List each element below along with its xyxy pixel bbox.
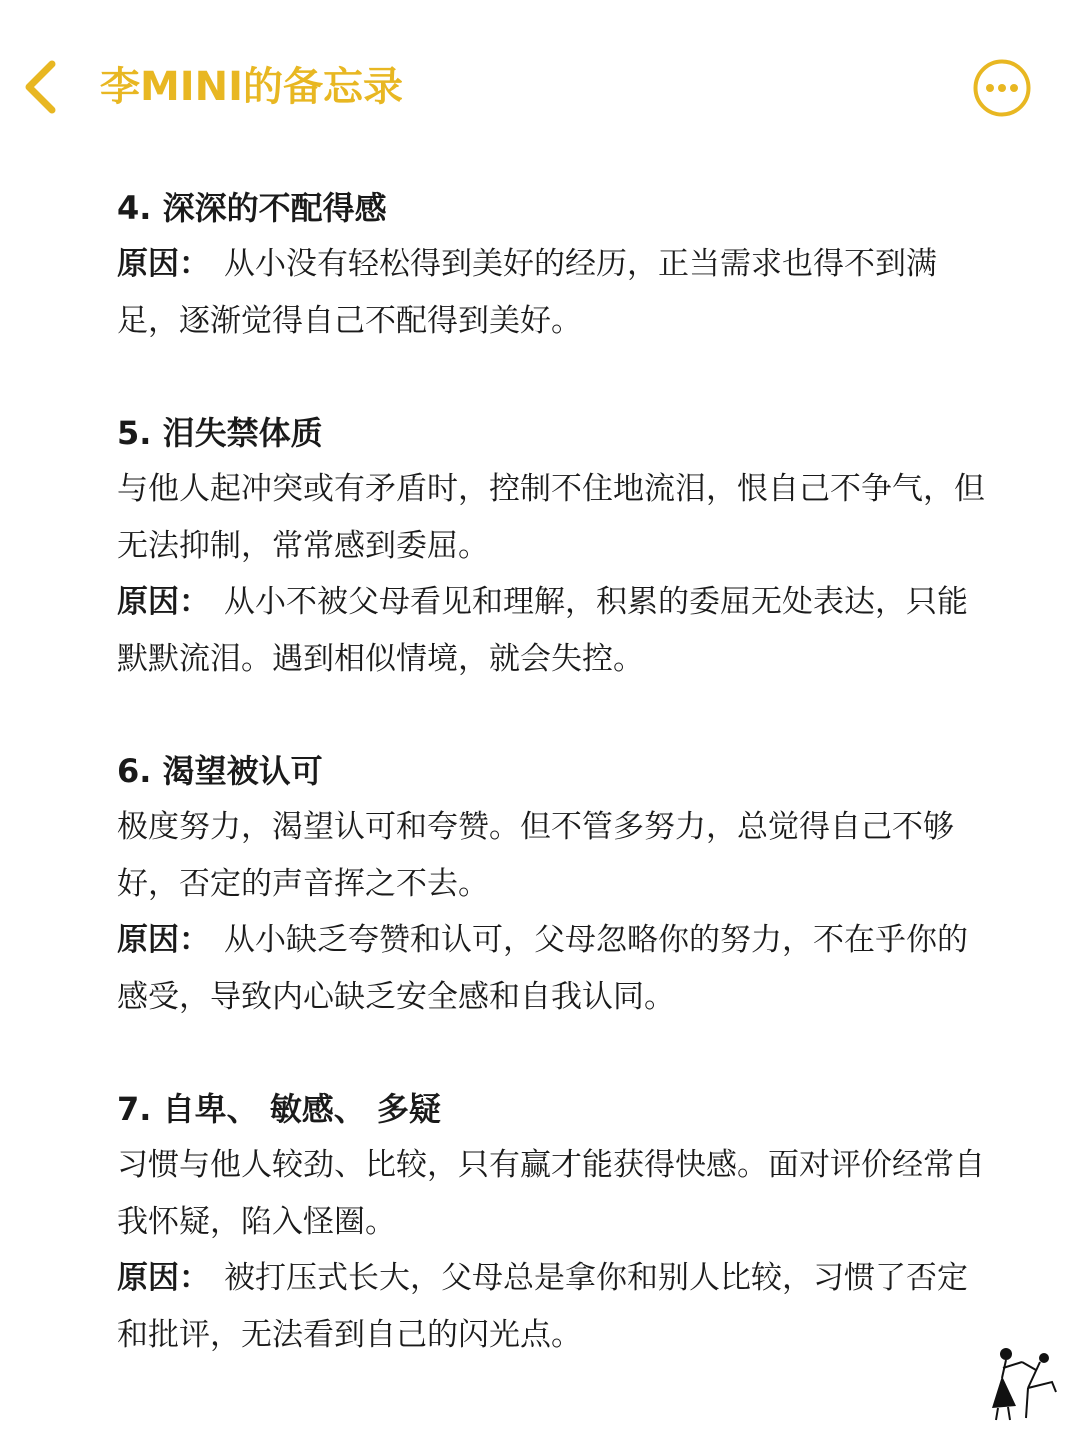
reason-paragraph [117, 1250, 997, 1363]
note-section-5 [117, 405, 997, 687]
section-title: 4. 深深的不配得感 [117, 189, 387, 227]
reason-label: 原因： [117, 1260, 210, 1296]
reason-text: 从小不被父母看见和理解，积累的委屈无处表达，只能默默流泪。遇到相似情境，就会失控。 [117, 584, 968, 677]
page-title: 李MINI的备忘录 [100, 64, 404, 110]
back-button[interactable] [18, 56, 68, 118]
reason-text: 被打压式长大，父母总是拿你和别人比较，习惯了否定和批评，无法看到自己的闪光点。 [117, 1260, 968, 1353]
reason-paragraph [117, 574, 997, 687]
section-description: 极度努力，渴望认可和夸赞。但不管多努力，总觉得自己不够好，否定的声音挥之不去。 [117, 809, 954, 902]
note-section-6 [117, 743, 997, 1025]
reason-label: 原因： [117, 922, 210, 958]
ellipsis-circle-icon [972, 58, 1032, 118]
chevron-left-icon [18, 56, 68, 118]
section-title: 6. 渴望被认可 [117, 752, 323, 790]
reason-label: 原因： [117, 246, 210, 282]
reason-paragraph [117, 912, 997, 1025]
note-body [117, 180, 997, 1363]
section-description: 与他人起冲突或有矛盾时，控制不住地流泪，恨自己不争气，但无法抑制，常常感到委屈。 [117, 471, 985, 564]
section-description: 习惯与他人较劲、比较，只有赢才能获得快感。面对评价经常自我怀疑，陷入怪圈。 [117, 1147, 985, 1240]
note-section-7 [117, 1081, 997, 1363]
header-bar [0, 0, 1080, 175]
note-section-4 [117, 180, 997, 349]
section-title: 7. 自卑、 敏感、 多疑 [117, 1090, 441, 1128]
more-options-button[interactable] [972, 58, 1032, 118]
reason-text: 从小缺乏夸赞和认可，父母忽略你的努力，不在乎你的感受，导致内心缺乏安全感和自我认同。 [117, 922, 968, 1015]
dancing-figures-illustration-icon [982, 1342, 1066, 1426]
reason-label: 原因： [117, 584, 210, 620]
reason-paragraph [117, 236, 997, 349]
section-title: 5. 泪失禁体质 [117, 414, 323, 452]
reason-text: 从小没有轻松得到美好的经历，正当需求也得不到满足，逐渐觉得自己不配得到美好。 [117, 246, 937, 339]
